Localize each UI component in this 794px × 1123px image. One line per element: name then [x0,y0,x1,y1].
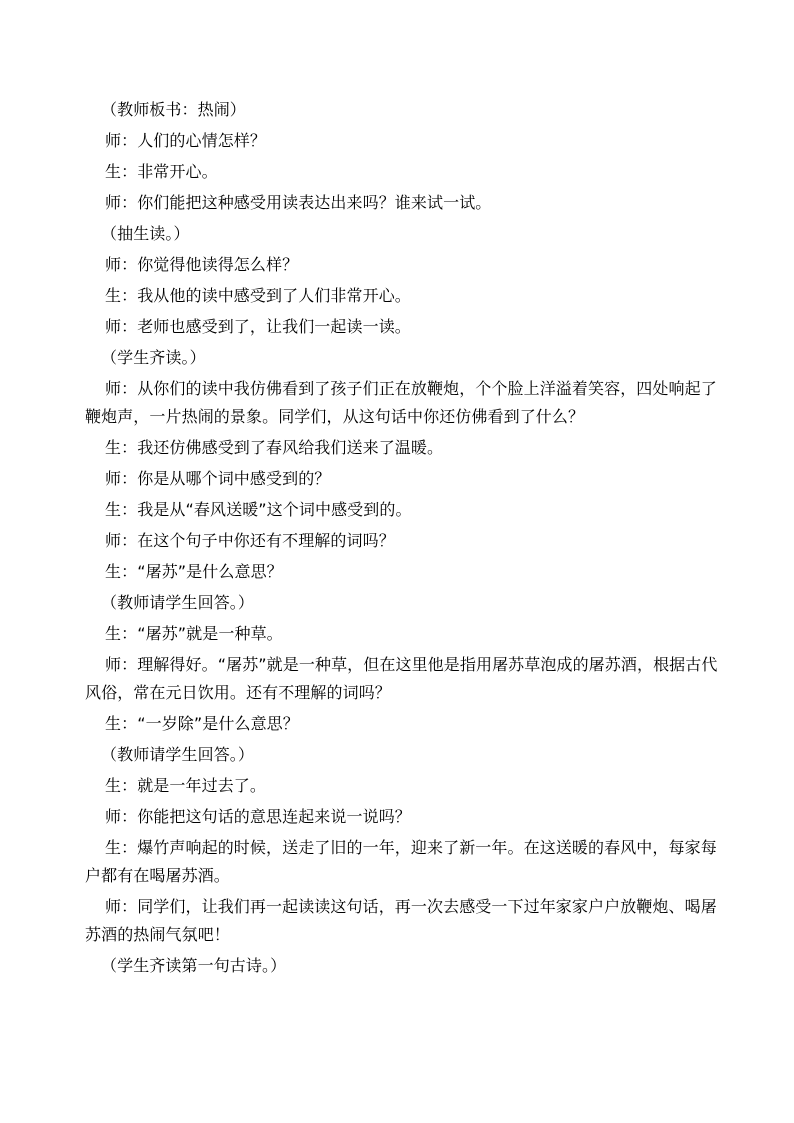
paragraph-stage-direction: （教师请学生回答。） [101,745,255,764]
paragraph-teacher-line: 师：理解得好。“屠苏”就是一种草，但在这里他是指用屠苏草泡成的屠苏酒，根据古代风俗，常在元日饮用。还有不理解的词吗？ [85,655,718,702]
paragraph-student-line: 生：我从他的读中感受到了人们非常开心。 [105,286,411,305]
paragraph-student-line: 生：“一岁除”是什么意思？ [105,714,299,733]
paragraph-student-line: 生：就是一年过去了。 [105,776,267,795]
paragraph-student-line: 生：“屠苏”是什么意思？ [105,562,283,581]
paragraph-student-line: 生：“屠苏”就是一种草。 [105,624,283,643]
paragraph-teacher-line: 师：你能把这句话的意思连起来说一说吗？ [105,807,411,826]
paragraph-teacher-line: 师：在这个句子中你还有不理解的词吗？ [105,531,395,550]
paragraph-student-line: 生：非常开心。 [105,162,218,181]
paragraph-stage-direction: （抽生读。） [101,224,190,243]
paragraph-teacher-line: 师：老师也感受到了，让我们一起读一读。 [105,317,411,336]
paragraph-teacher-line: 师：从你们的读中我仿佛看到了孩子们正在放鞭炮，个个脸上洋溢着笑容，四处响起了鞭炮声，一片热闹的景象。同学们，从这句话中你还仿佛看到了什么？ [85,379,717,426]
document-body [85,96,725,983]
paragraph-teacher-line: 师：你是从哪个词中感受到的？ [105,469,331,488]
paragraph-stage-direction: （学生齐读第一句古诗。） [101,956,287,975]
paragraph-teacher-line: 师：同学们，让我们再一起读读这句话，再一次去感受一下过年家家户户放鞭炮、喝屠苏酒的热闹气氛吧！ [85,897,717,944]
paragraph-student-line: 生：我还仿佛感受到了春风给我们送来了温暖。 [105,438,444,457]
paragraph-stage-direction: （教师请学生回答。） [101,593,255,612]
paragraph-teacher-line: 师：你们能把这种感受用读表达出来吗？谁来试一试。 [105,193,492,212]
paragraph-stage-direction: （学生齐读。） [101,348,206,367]
paragraph-teacher-line: 师：人们的心情怎样？ [105,131,267,150]
paragraph-student-line: 生：爆竹声响起的时候，送走了旧的一年，迎来了新一年。在这送暖的春风中，每家每户都有在喝屠苏酒。 [85,838,717,885]
paragraph-stage-direction: （教师板书：热闹） [101,100,246,119]
paragraph-student-line: 生：我是从“春风送暖”这个词中感受到的。 [105,500,412,519]
paragraph-teacher-line: 师：你觉得他读得怎么样？ [105,255,299,274]
